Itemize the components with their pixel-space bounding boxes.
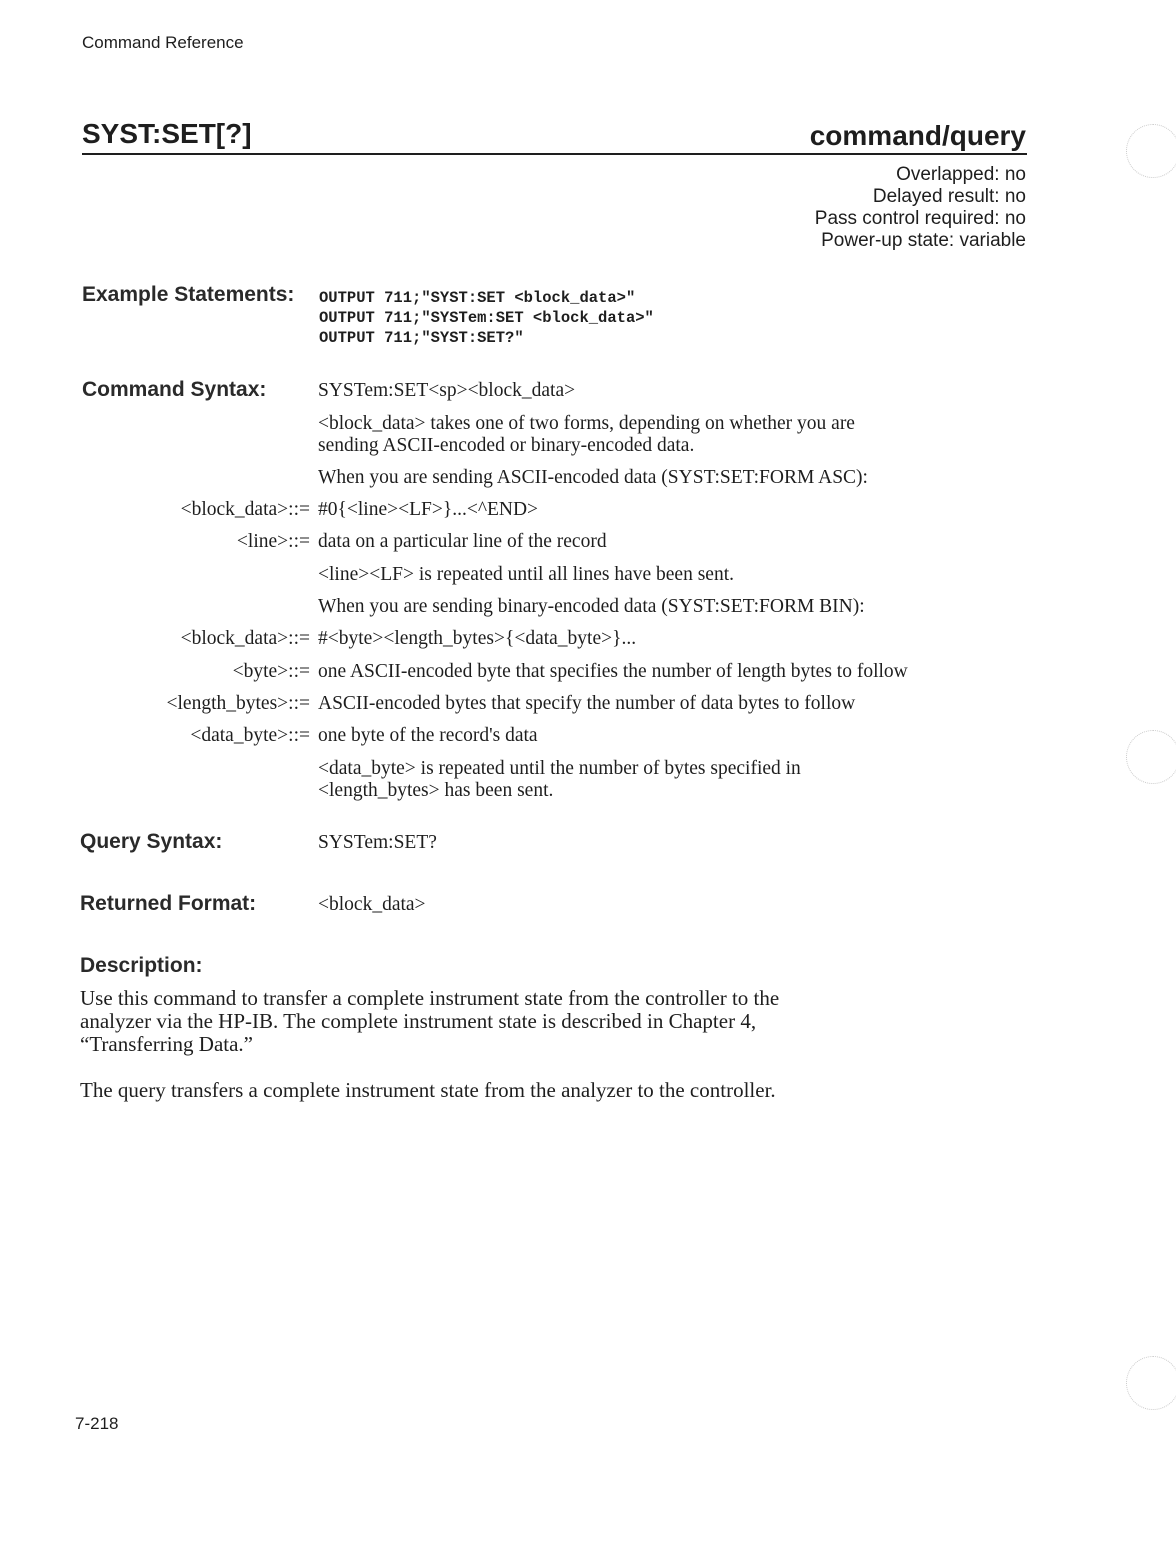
example-statements-label: Example Statements: [82, 283, 295, 306]
bnf-rhs-byte: one ASCII-encoded byte that specifies the number of length bytes to follow [318, 661, 908, 682]
command-type: command/query [809, 120, 1026, 151]
command-attributes [815, 164, 1026, 252]
bnf-lhs-byte: <byte>::= [232, 661, 310, 682]
example-line: OUTPUT 711;"SYST:SET?" [319, 329, 524, 347]
example-line: OUTPUT 711;"SYSTem:SET <block_data>" [319, 309, 654, 327]
bnf-rhs-length-bytes: ASCII-encoded bytes that specify the number of data bytes to follow [318, 693, 856, 714]
block-data-intro-line1: <block_data> takes one of two forms, depending on whether you are [318, 413, 855, 434]
title-rule [82, 153, 1027, 155]
description-paragraph-1 [80, 987, 779, 1056]
example-statements [319, 288, 654, 348]
binary-note-line2: <length_bytes> has been sent. [318, 780, 554, 801]
bnf-rhs-line: data on a particular line of the record [318, 531, 607, 552]
bnf-rhs-binary-block-data: #<byte><length_bytes>{<data_byte>}... [318, 628, 637, 649]
binary-note-line1: <data_byte> is repeated until the number of bytes specified in [318, 758, 801, 779]
example-line: OUTPUT 711;"SYST:SET <block_data>" [319, 289, 636, 307]
bnf-rhs-ascii-block-data: #0{<line><LF>}...<^END> [318, 499, 539, 520]
attr-delayed-result: Delayed result: no [872, 186, 1026, 207]
description-line: “Transferring Data.” [80, 1032, 253, 1056]
attr-overlapped: Overlapped: no [896, 164, 1026, 185]
description-label: Description: [80, 954, 203, 977]
binary-intro: When you are sending binary-encoded data (SYST:SET:FORM BIN): [318, 596, 865, 617]
bnf-lhs-ascii-block-data: <block_data>::= [180, 499, 310, 520]
bnf-rhs-data-byte: one byte of the record's data [318, 725, 538, 746]
command-title: SYST:SET[?] [82, 118, 252, 149]
query-syntax: SYSTem:SET? [318, 832, 437, 853]
returned-format-label: Returned Format: [80, 892, 257, 915]
bnf-lhs-length-bytes: <length_bytes>::= [166, 693, 310, 714]
bnf-lhs-line: <line>::= [236, 531, 310, 552]
attr-pass-control: Pass control required: no [814, 208, 1026, 229]
description-line: analyzer via the HP-IB. The complete instrument state is described in Chapter 4, [80, 1009, 757, 1033]
bnf-lhs-data-byte: <data_byte>::= [190, 725, 310, 746]
running-header: Command Reference [82, 33, 244, 52]
punch-hole [1126, 1356, 1176, 1410]
bnf-lhs-binary-block-data: <block_data>::= [180, 628, 310, 649]
punch-hole [1126, 730, 1176, 784]
returned-format: <block_data> [318, 894, 426, 915]
description-line: Use this command to transfer a complete instrument state from the controller to the [80, 986, 780, 1010]
query-syntax-label: Query Syntax: [80, 830, 223, 853]
ascii-note: <line><LF> is repeated until all lines have been sent. [318, 564, 735, 585]
attr-power-up-state: Power-up state: variable [821, 230, 1026, 251]
punch-hole [1126, 124, 1176, 178]
command-syntax: SYSTem:SET<sp><block_data> [318, 380, 576, 401]
block-data-intro-line2: sending ASCII-encoded or binary-encoded data. [318, 435, 695, 456]
ascii-intro: When you are sending ASCII-encoded data (SYST:SET:FORM ASC): [318, 467, 868, 488]
command-syntax-label: Command Syntax: [82, 378, 267, 401]
page-number: 7-218 [75, 1414, 119, 1433]
description-paragraph-2: The query transfers a complete instrument state from the analyzer to the controller. [80, 1078, 776, 1102]
